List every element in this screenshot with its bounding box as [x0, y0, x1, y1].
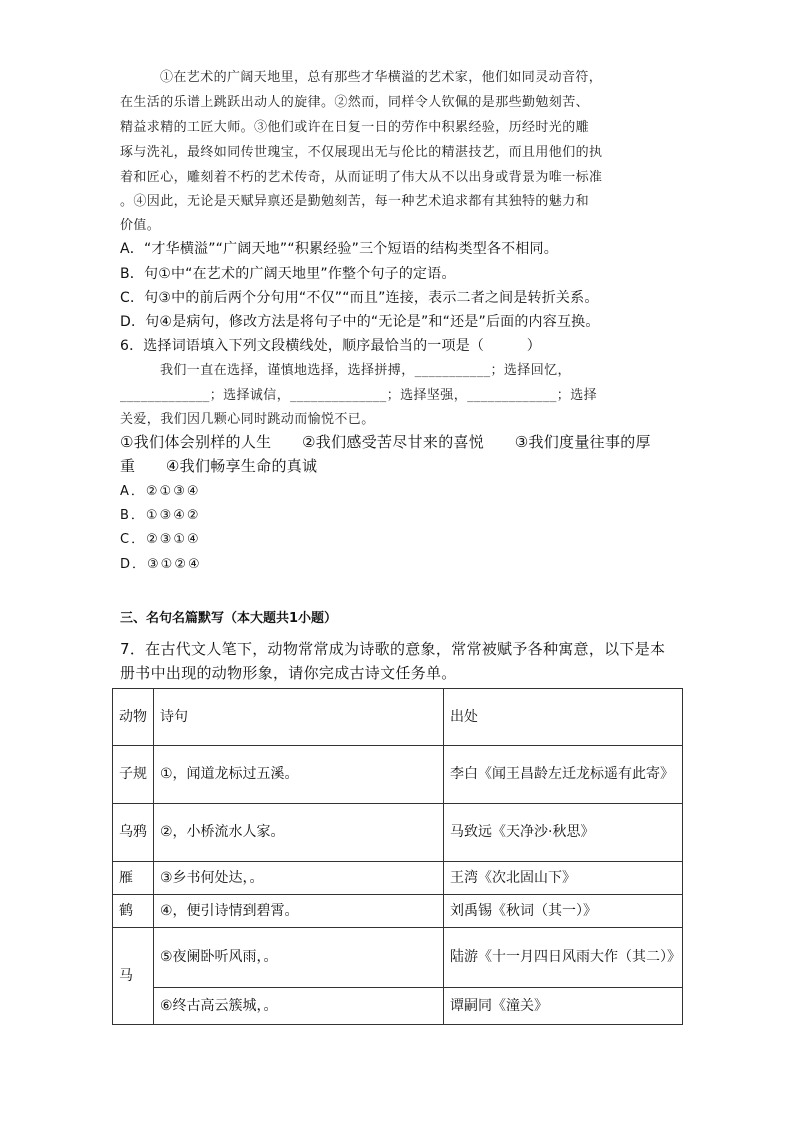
passage-line-7: 价值。: [120, 218, 161, 233]
verse-cell: ⑤夜阑卧听风雨，。: [154, 928, 444, 988]
q6-choices-line-1: ①我们体会别样的人生 ②我们感受苦尽甘来的喜悦 ③我们度量往事的厚: [120, 433, 651, 451]
section3-heading: 三、名句名篇默写（本大题共1小题）: [120, 611, 338, 626]
source-cell: 马致远《天净沙·秋思》: [444, 804, 683, 862]
verse-cell: ①，闻道龙标过五溪。: [154, 746, 444, 804]
table-row: [113, 928, 683, 988]
passage-line-1: ①在艺术的广阔天地里，总有那些才华横溢的艺术家，他们如同灵动音符，: [160, 70, 603, 85]
source-cell: 谭嗣同《潼关》: [444, 988, 683, 1025]
animal-cell: 子规: [113, 746, 154, 804]
animal-cell: 乌鸦: [113, 804, 154, 862]
source-cell: 李白《闻王昌龄左迁龙标遥有此寄》: [444, 746, 683, 804]
header-source: 出处: [444, 689, 683, 746]
animal-cell: 马: [113, 928, 154, 1025]
passage-line-5: 着和匠心，雕刻着不朽的艺术传奇，从而证明了伟大从不以出身或背景为唯一标准: [120, 170, 603, 185]
q5-option-c: C．句③中的前后两个分句用“不仅”“而且”连接，表示二者之间是转折关系。: [120, 290, 599, 306]
table-row: [113, 804, 683, 862]
q5-option-d: D．句④是病句，修改方法是将句子中的“无论是”和“还是”后面的内容互换。: [120, 314, 600, 330]
passage-line-6: 。④因此，无论是天赋异禀还是勤勉刻苦，每一种艺术追求都有其独特的魅力和: [120, 194, 590, 209]
q6-passage-line-2: _____________；选择诚信，______________；选择坚强，_____________；选择: [120, 388, 597, 403]
verse-cell: ④，便引诗情到碧霄。: [154, 895, 444, 928]
verse-cell: ③乡书何处达，。: [154, 862, 444, 895]
header-verse: 诗句: [154, 689, 444, 746]
q5-option-a: A．“才华横溢”“广阔天地”“积累经验”三个短语的结构类型各不相同。: [120, 241, 558, 257]
q7-stem-line-2: 册书中出现的动物形象，请你完成古诗文任务单。: [120, 664, 457, 682]
q6-choices-line-2: 重 ④我们畅享生命的真诚: [120, 457, 318, 475]
q5-option-b: B．句①中“在艺术的广阔天地里”作整个句子的定语。: [120, 266, 456, 282]
q6-option-a: A．②①③④: [120, 484, 201, 499]
passage-line-3: 精益求精的工匠大师。③他们或许在日复一日的劳作中积累经验，历经时光的雕: [120, 120, 590, 135]
table-row: [113, 895, 683, 928]
header-animal: 动物: [113, 689, 154, 746]
animal-cell: 雁: [113, 862, 154, 895]
q6-passage-line-1: 我们一直在选择，谨慎地选择，选择拼搏，___________；选择回忆，: [160, 363, 571, 378]
table-row: [113, 988, 683, 1025]
animal-cell: 鹤: [113, 895, 154, 928]
table-row: [113, 746, 683, 804]
table-header-row: [113, 689, 683, 746]
verse-cell: ②，小桥流水人家。: [154, 804, 444, 862]
q6-stem: 6．选择词语填入下列文段横线处，顺序最恰当的一项是（ ）: [120, 338, 541, 354]
source-cell: 王湾《次北固山下》: [444, 862, 683, 895]
source-cell: 刘禹锡《秋词（其一）》: [444, 895, 683, 928]
q6-passage-line-3: 关爱，我们因几颗心同时跳动而愉悦不已。: [120, 412, 375, 427]
passage-line-4: 琢与洗礼，最终如同传世瑰宝，不仅展现出无与伦比的精湛技艺，而且用他们的执: [120, 145, 603, 160]
verse-cell: ⑥终古高云簇城，。: [154, 988, 444, 1025]
q7-stem-line-1: 7．在古代文人笔下，动物常常成为诗歌的意象，常常被赋予各种寓意，以下是本: [120, 640, 666, 658]
source-cell: 陆游《十一月四日风雨大作（其二）》: [444, 928, 683, 988]
q6-option-d: D．③①②④: [120, 557, 202, 572]
passage-line-2: 在生活的乐谱上跳跃出动人的旋律。②然而，同样令人钦佩的是那些勤勉刻苦、: [120, 95, 590, 110]
q6-option-b: B．①③④②: [120, 508, 201, 523]
q6-option-c: C．②③①④: [120, 532, 201, 547]
poem-task-table: [112, 688, 683, 1025]
table-row: [113, 862, 683, 895]
